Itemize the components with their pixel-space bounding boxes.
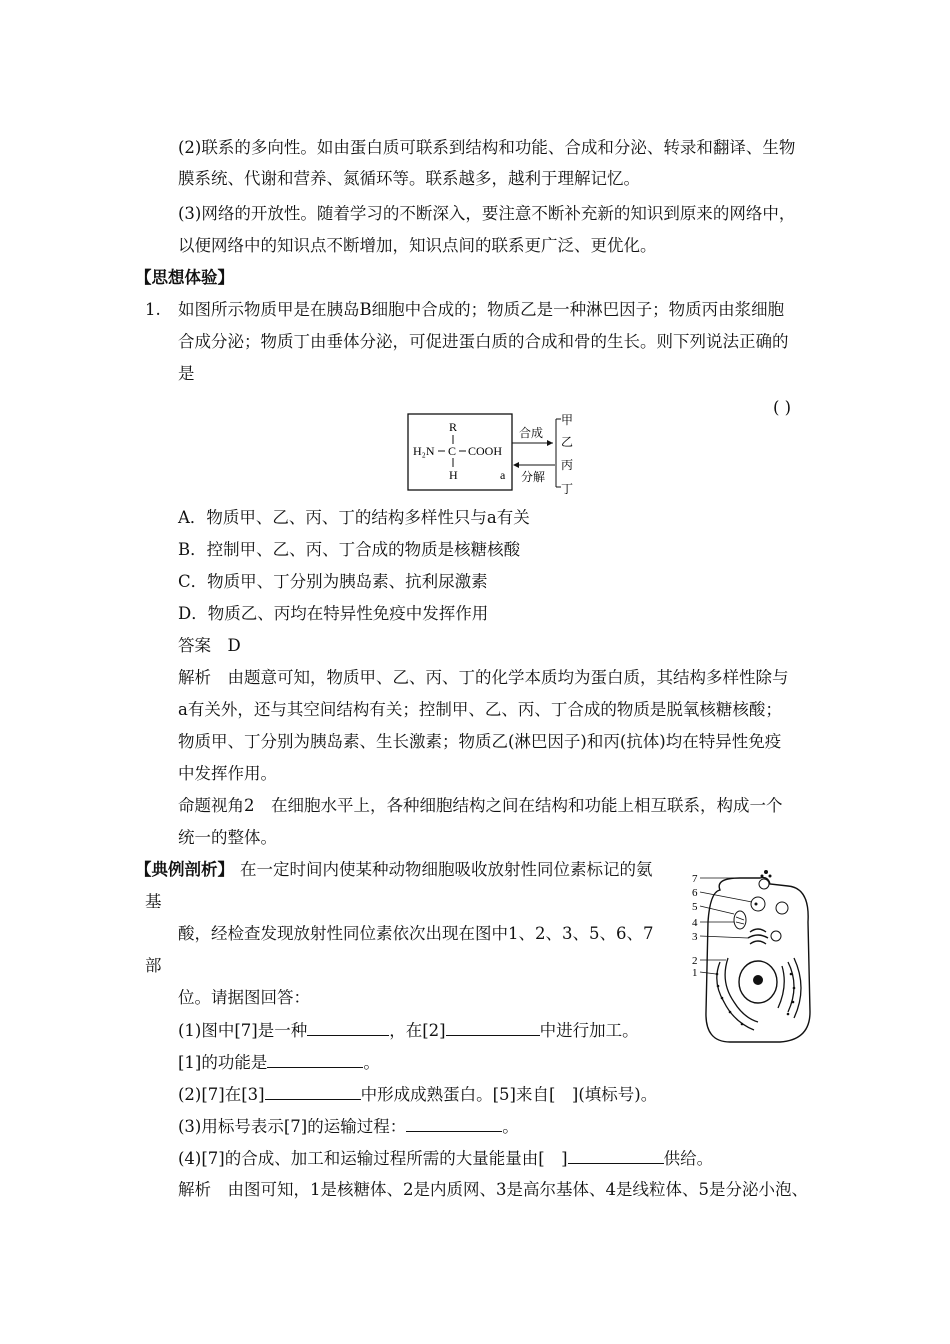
q1a-suffix: 中进行加工。: [539, 1021, 639, 1040]
view-2-line-1: 命题视角2 在细胞水平上，各种细胞结构之间在结构和功能上相互联系，构成一个: [178, 796, 783, 815]
answer-line: 答案 D: [178, 636, 241, 655]
question-3-fill: [178, 1115, 519, 1138]
decomposition-label: 分解: [521, 470, 546, 484]
product-ding: 丁: [561, 482, 574, 496]
secretory-vesicle-top: [759, 879, 769, 889]
golgi-apparatus: [748, 929, 768, 944]
view-2-line-2: 统一的整体。: [178, 828, 277, 847]
q4-prefix: (4)[7]的合成、加工和运输过程所需的大量能量由[ ]: [178, 1149, 568, 1168]
product-jia: 甲: [561, 413, 574, 427]
para-3-line-1: (3)网络的开放性。随着学习的不断深入，要注意不断补充新的知识到原来的网络中，: [178, 204, 796, 223]
q1a-prefix: (1)图中[7]是一种: [178, 1021, 308, 1040]
question-1b-fill: [178, 1051, 380, 1074]
golgi-vesicle: [771, 931, 781, 941]
cell-diagram: [690, 862, 820, 1052]
blank-processing-site[interactable]: [446, 1019, 540, 1036]
secretion-dot-3: [769, 875, 772, 878]
cell-label-2: 2: [692, 955, 698, 967]
pointer-5: [700, 906, 734, 914]
decomposition-arrowhead: [513, 462, 519, 468]
example-line-1: 在一定时间内使某种动物细胞吸收放射性同位素标记的氨: [240, 860, 653, 879]
option-d: D．物质乙、丙均在特异性免疫中发挥作用: [178, 604, 489, 623]
nucleolus: [753, 975, 763, 985]
secretory-vesicle-1: [751, 897, 765, 911]
carboxyl-group-label: COOH: [468, 444, 503, 458]
answer-parenthesis: ( ): [773, 398, 792, 417]
amino-group-label: H₂N: [413, 444, 435, 458]
q1b-suffix: 。: [363, 1053, 380, 1072]
q3-suffix: 。: [502, 1117, 519, 1136]
question-1-line-1: 如图所示物质甲是在胰岛B细胞中合成的；物质乙是一种淋巴因子；物质丙由浆细胞: [178, 300, 785, 319]
mitochondrion-cristae: [736, 917, 744, 924]
explanation-line-1: 解析 由题意可知，物质甲、乙、丙、丁的化学本质均为蛋白质，其结构多样性除与: [178, 668, 789, 687]
alpha-carbon-label: C: [448, 444, 457, 458]
blank-ribosome-function[interactable]: [267, 1051, 363, 1068]
blank-transport-path[interactable]: [406, 1115, 502, 1132]
q2-middle: 中形成成熟蛋白。[5]来自[ ](填标号)。: [360, 1085, 658, 1104]
example-line-2: 酸，经检查发现放射性同位素依次出现在图中1、2、3、5、6、7: [178, 924, 654, 943]
cell-label-5: 5: [692, 901, 698, 913]
para-2-line-1: (2)联系的多向性。如由蛋白质可联系到结构和功能、合成和分泌、转录和翻译、生物: [178, 138, 796, 157]
product-yi: 乙: [561, 435, 574, 449]
a-label: a: [500, 468, 506, 482]
cell-label-7: 7: [692, 873, 698, 885]
section-heading-example: 【典例剖析】: [135, 860, 234, 879]
pointer-1: [700, 972, 716, 974]
q2-prefix: (2)[7]在[3]: [178, 1085, 265, 1104]
question-1-line-2: 合成分泌；物质丁由垂体分泌，可促进蛋白质的合成和骨的生长。则下列说法正确的: [178, 332, 789, 351]
cell-label-6: 6: [692, 887, 698, 899]
question-4-fill: [178, 1147, 713, 1170]
question-1-line-3: 是: [178, 364, 195, 383]
amino-acid-diagram: [405, 407, 595, 497]
example-explanation: 解析 由图可知，1是核糖体、2是内质网、3是高尔基体、4是线粒体、5是分泌小泡、: [178, 1180, 808, 1199]
endoplasmic-reticulum: [717, 958, 801, 1030]
para-3-line-2: 以便网络中的知识点不断增加，知识点间的联系更广泛、更优化。: [178, 236, 657, 255]
section-heading-thinking: 【思想体验】: [135, 268, 234, 287]
synthesis-arrowhead: [547, 440, 553, 446]
question-number: 1.: [145, 300, 161, 319]
synthesis-label: 合成: [519, 426, 544, 440]
blank-golgi-name[interactable]: [265, 1083, 361, 1100]
option-c: C．物质甲、丁分别为胰岛素、抗利尿激素: [178, 572, 488, 591]
para-2-line-2: 膜系统、代谢和营养、氮循环等。联系越多，越利于理解记忆。: [178, 169, 640, 188]
secretion-dot-2: [761, 875, 764, 878]
q1a-middle: ，在[2]: [389, 1021, 446, 1040]
blank-protein-type[interactable]: [307, 1019, 389, 1036]
blank-energy-source[interactable]: [568, 1147, 664, 1164]
pointer-6: [700, 892, 752, 902]
question-1-fill: [178, 1019, 639, 1042]
q1b-prefix: [1]的功能是: [178, 1053, 268, 1072]
cell-label-4: 4: [692, 917, 698, 929]
option-a: A．物质甲、乙、丙、丁的结构多样性只与a有关: [178, 508, 530, 527]
secretion-dot-1: [764, 870, 768, 874]
explanation-line-2: a有关外，还与其空间结构有关；控制甲、乙、丙、丁合成的物质是脱氧核糖核酸；: [178, 700, 782, 719]
cell-label-1: 1: [692, 967, 698, 979]
question-2-fill: [178, 1083, 657, 1106]
cell-label-3: 3: [692, 931, 698, 943]
mitochondrion-1: [734, 911, 746, 929]
secretory-vesicle-2: [776, 902, 788, 914]
q3-prefix: (3)用标号表示[7]的运输过程：: [178, 1117, 407, 1136]
explanation-line-4: 中发挥作用。: [178, 764, 277, 783]
example-line-3: 位。请据图回答：: [178, 988, 310, 1007]
option-b: B．控制甲、乙、丙、丁合成的物质是核糖核酸: [178, 540, 521, 559]
q4-suffix: 供给。: [663, 1149, 714, 1168]
r-group-label: R: [449, 420, 458, 434]
explanation-line-3: 物质甲、丁分别为胰岛素、生长激素；物质乙(淋巴因子)和丙(抗体)均在特异性免疫: [178, 732, 782, 751]
vesicle-1-dot: [755, 903, 758, 906]
example-line-2-wrap: 部: [145, 956, 162, 975]
product-bing: 丙: [561, 458, 574, 472]
hydrogen-label: H: [449, 468, 458, 482]
example-line-1-wrap: 基: [145, 892, 162, 911]
